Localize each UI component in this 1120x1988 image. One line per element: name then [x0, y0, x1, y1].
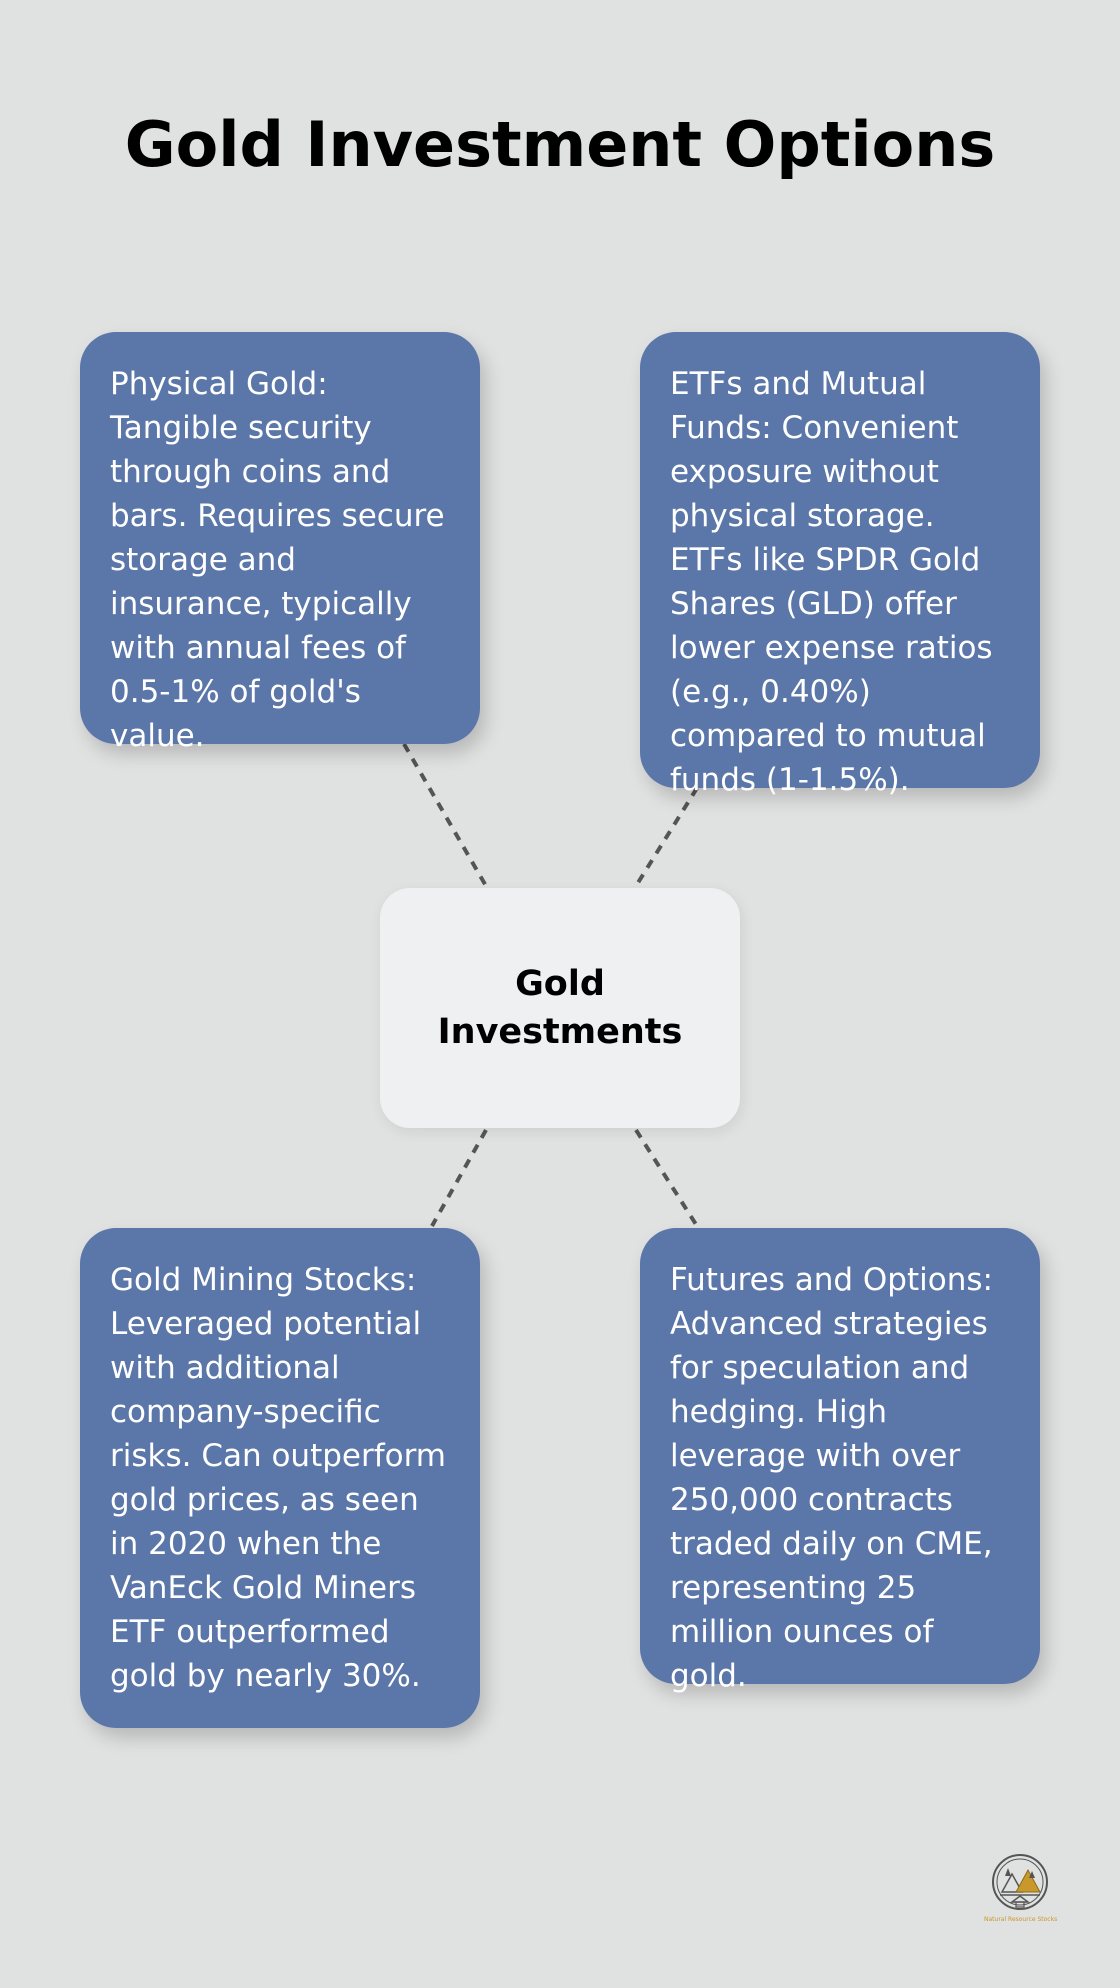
connector-physical-gold — [404, 744, 486, 886]
card-etfs-mutual-funds-text: ETFs and Mutual Funds: Convenient exposure without physical storage. ETFs like SPDR Gold Shares (GLD) offer lower expense ratios (e.g., 0.40%) compared to mutual funds (1-1.5%). — [670, 366, 993, 798]
card-futures-options — [640, 1228, 1040, 1694]
card-gold-mining-stocks — [80, 1228, 480, 1728]
card-etfs-mutual-funds — [640, 332, 1040, 798]
center-node-label: Gold Investments — [437, 964, 683, 1052]
logo-caption: Natural Resource Stocks — [984, 1916, 1058, 1923]
card-physical-gold — [80, 332, 480, 754]
connector-mining-stocks — [432, 1130, 486, 1226]
center-node — [380, 888, 740, 1128]
page-title: Gold Investment Options — [124, 108, 996, 181]
card-futures-options-text: Futures and Options: Advanced strategies for speculation and hedging. High leverage with over 250,000 contracts traded daily on CME, representing 25 million ounces of gold. — [670, 1262, 993, 1694]
brand-logo — [984, 1852, 1056, 1922]
card-gold-mining-stocks-text: Gold Mining Stocks: Leveraged potential with additional company-specific risks. Can outperform gold prices, as seen in 2020 when the VanEck Gold Miners ETF outperformed gold by nearly 30%. — [110, 1262, 447, 1694]
connector-futures — [636, 1130, 697, 1226]
mountain-logo-icon — [990, 1852, 1050, 1912]
card-physical-gold-text: Physical Gold: Tangible security through coins and bars. Requires secure storage and insurance, typically with annual fees of 0.5-1% of gold's value. — [110, 366, 445, 754]
connector-etfs — [636, 788, 697, 886]
